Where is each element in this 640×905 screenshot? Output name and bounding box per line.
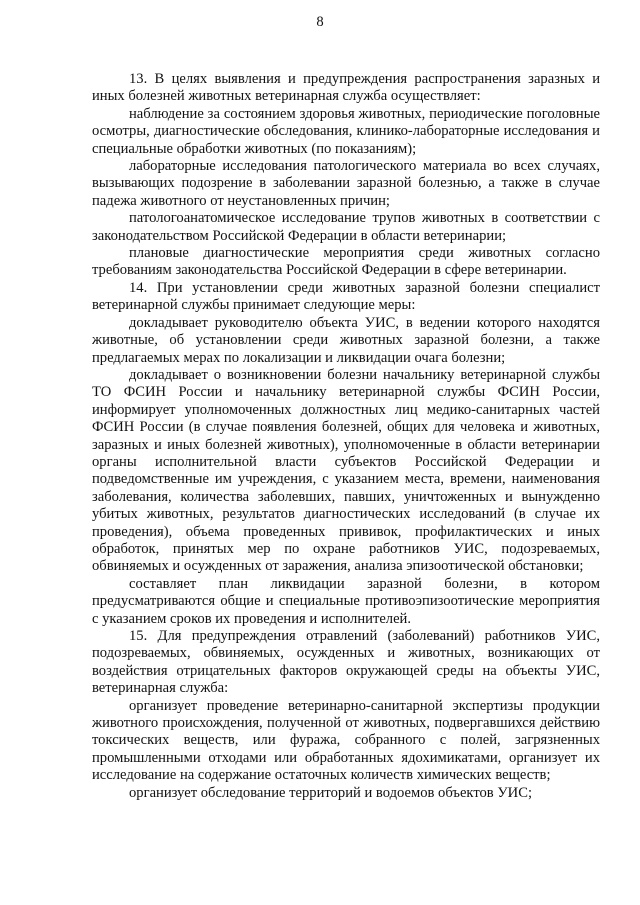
paragraph-13-intro: 13. В целях выявления и предупреждения распространения заразных и иных болезней животных ветеринарная служба осуществляет: — [92, 71, 600, 105]
paragraph-14-report-head: докладывает руководителю объекта УИС, в ведении которого находятся животные, об установлении среди животных заразной болезни, а также предлагаемых мерах по локализации и ликвидации очага болезни; — [92, 314, 600, 366]
paragraph-14-liquidation-plan: составляет план ликвидации заразной болезни, в котором предусматриваются общие и специальные противоэпизоотические мероприятия с указанием сроков их проведения и исполнителей. — [92, 575, 600, 627]
paragraph-15-expertise: организует проведение ветеринарно-санитарной экспертизы продукции животного происхождения, полученной от животных, подвергавшихся действию токсических веществ, или фуража, собранного с полей, загрязненных промышленными отходами или обработанных ядохимикатами, организует их исследование на содержание остаточных количеств химических веществ; — [92, 697, 600, 784]
paragraph-14-report-service: докладывает о возникновении болезни начальнику ветеринарной службы ТО ФСИН России и начальнику ветеринарной службы ФСИН России, информирует уполномоченных должностных лиц медико-санитарных частей ФСИН России (в случае появления болезней, общих для человека и животных, заразных и иных болезней животных), уполномоченные в области ветеринарии органы исполнительной власти субъектов Российской Федерации и подведомственные им учреждения, с указанием места, времени, наименования заболевания, количества заболевших, павших, уничтоженных и вынужденно убитых животных, результатов диагностических исследований (в случае их проведения), объема проведенных прививок, профилактических и иных обработок, принятых мер по охране работников УИС, подозреваемых, обвиняемых и осужденных от заражения, анализа эпизоотической обстановки; — [92, 366, 600, 575]
paragraph-13-planned-diagnostics: плановые диагностические мероприятия среди животных согласно требованиям законодательства Российской Федерации в сфере ветеринарии. — [92, 245, 600, 279]
paragraph-14-intro: 14. При установлении среди животных заразной болезни специалист ветеринарной службы принимает следующие меры: — [92, 279, 600, 314]
paragraph-15-inspection: организует обследование территорий и водоемов объектов УИС; — [129, 784, 532, 801]
paragraph-13-lab-research: лабораторные исследования патологического материала во всех случаях, вызывающих подозрение в заболевании заразной болезнью, а также в случае падежа животного от неустановленных причин; — [92, 158, 600, 209]
document-body — [92, 71, 600, 802]
page-number: 8 — [316, 14, 324, 30]
paragraph-13-observation: наблюдение за состоянием здоровья животных, периодические поголовные осмотры, диагностические обследования, клинико-лабораторные исследования и специальные обработки животных (по показаниям); — [92, 105, 600, 157]
paragraph-13-pathology: патологоанатомическое исследование трупов животных в соответствии с законодательством Российской Федерации в области ветеринарии; — [92, 210, 600, 244]
paragraph-15-intro: 15. Для предупреждения отравлений (заболеваний) работников УИС, подозреваемых, обвиняемых, осужденных и животных, возникающих от воздействия отрицательных факторов окружающей среды на объекты УИС, ветеринарная служба: — [92, 628, 600, 697]
